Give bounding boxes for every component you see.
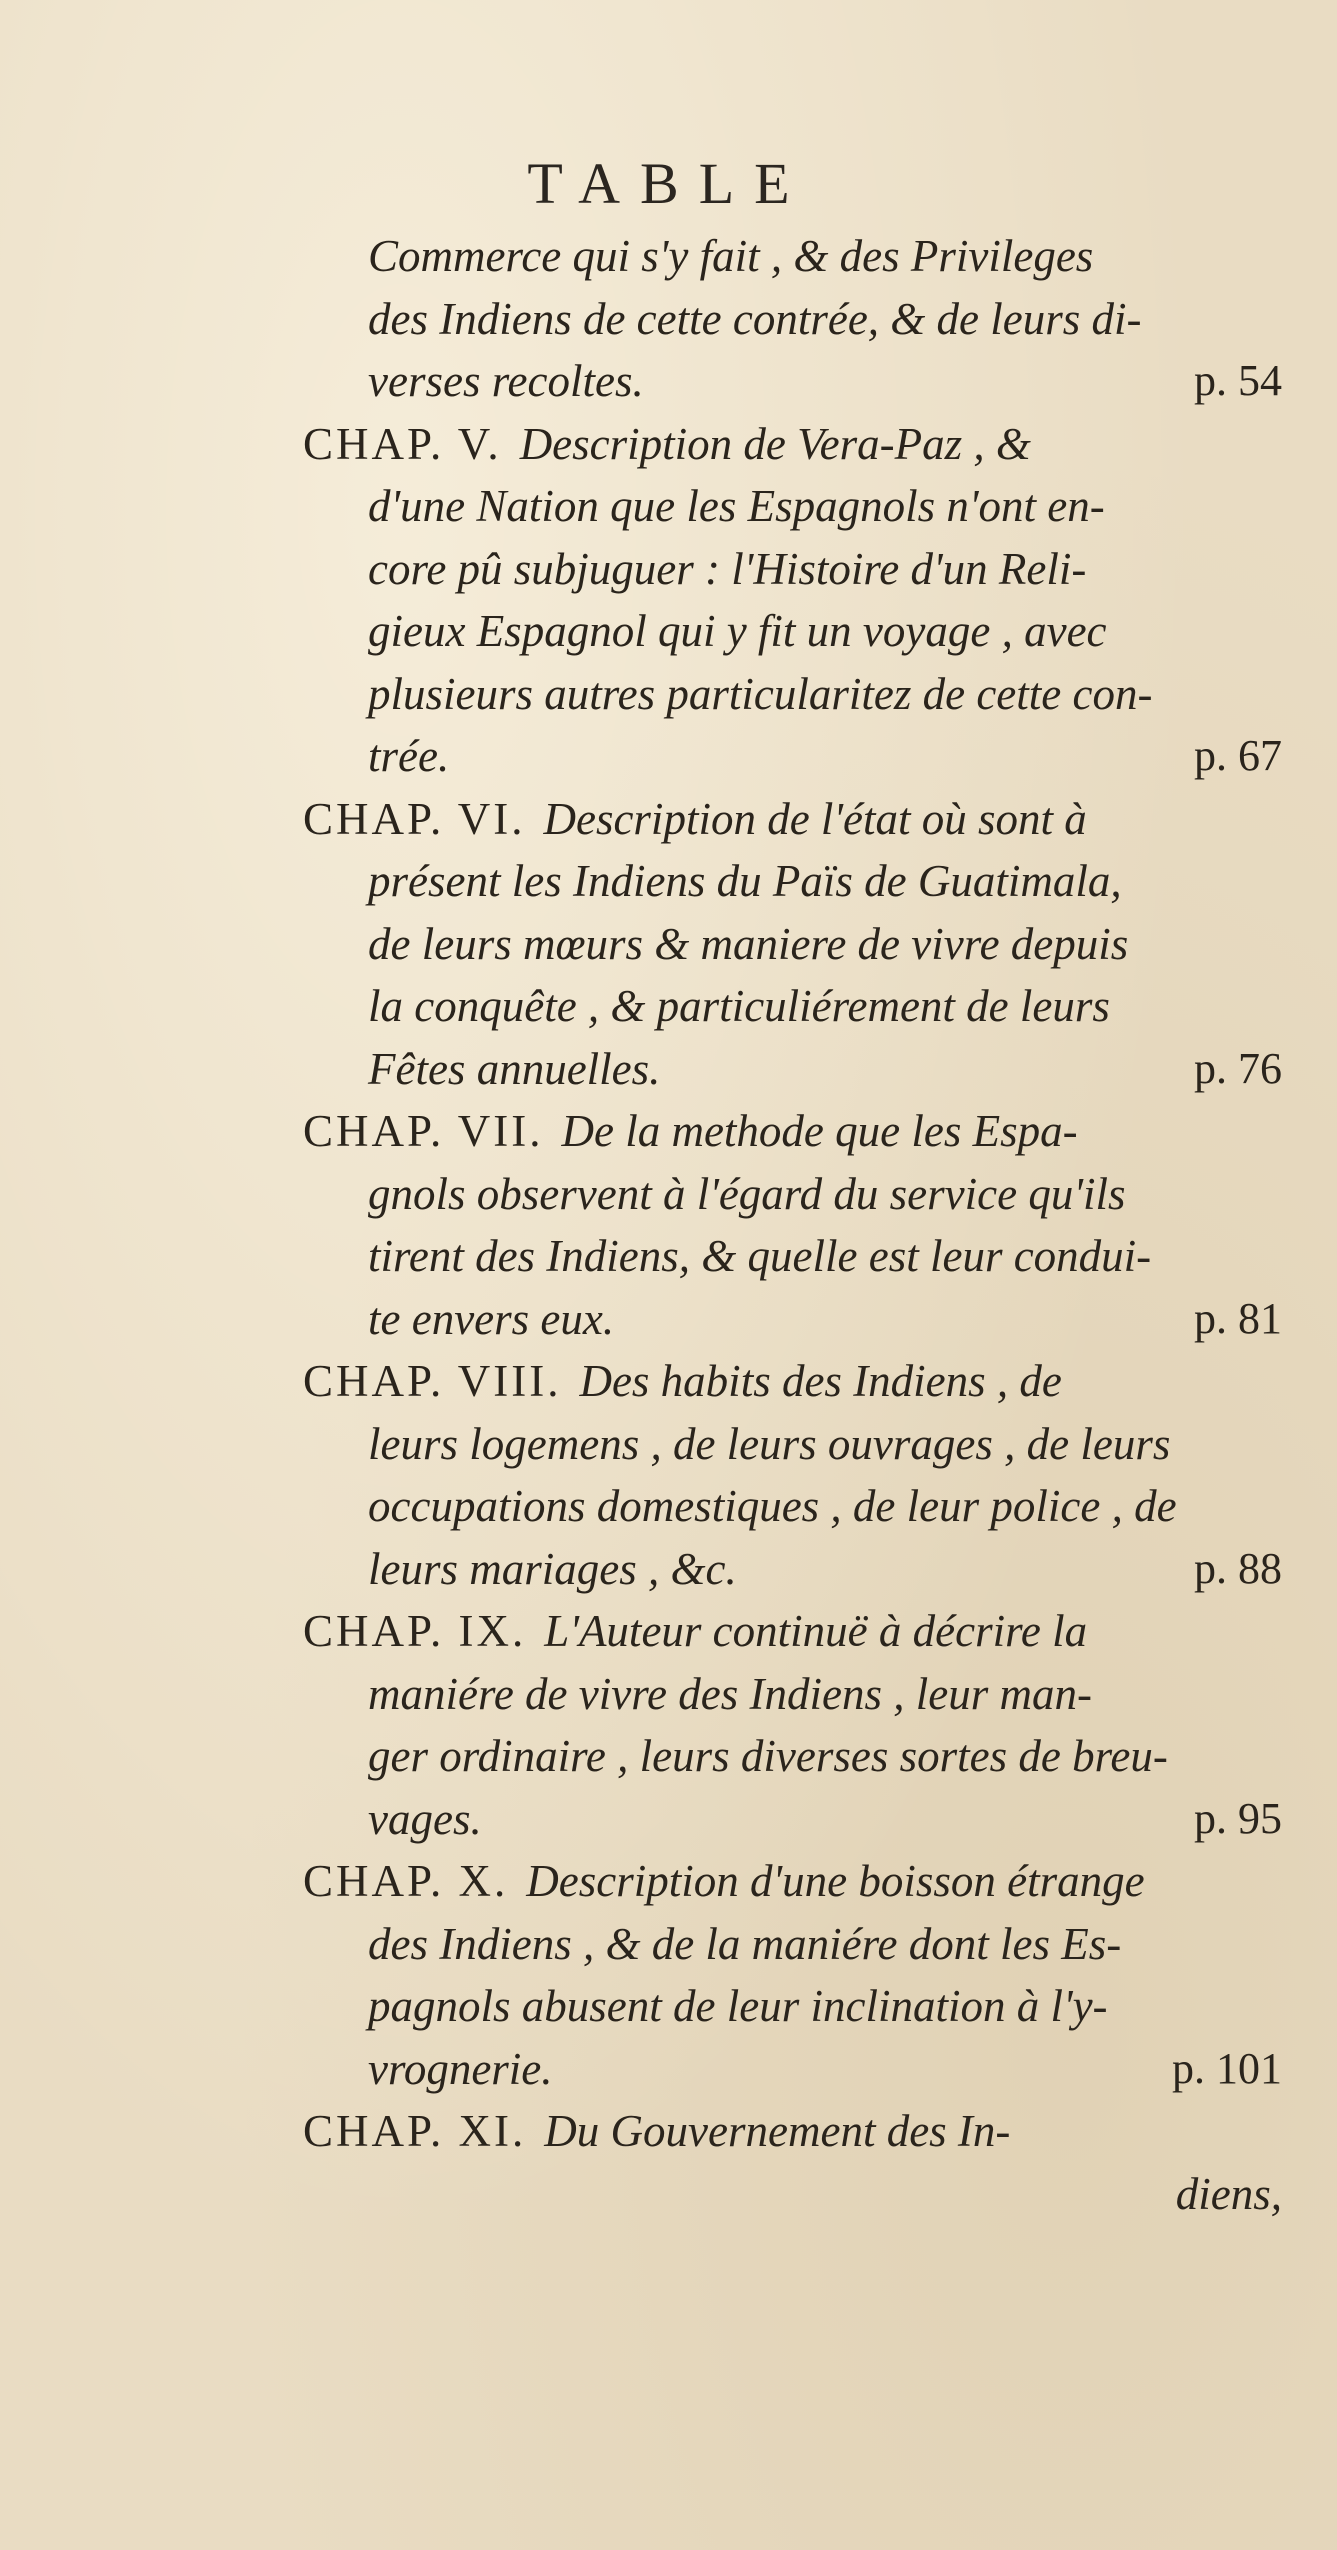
toc-line — [368, 1913, 1282, 1975]
toc-line — [303, 788, 1282, 850]
entry-text: De la methode que les Espa- — [561, 1106, 1078, 1156]
page-number: p. 101 — [1172, 2043, 1282, 2093]
toc-line — [368, 1038, 1282, 1100]
entry-text: d'une Nation que les Espagnols n'ont en- — [368, 481, 1105, 531]
entry-text: te envers eux. — [368, 1293, 615, 1344]
chapter-label: CHAP. X. — [303, 1856, 509, 1906]
toc-line — [303, 2100, 1282, 2162]
entry-text: Description de Vera-Paz , & — [519, 418, 1031, 469]
toc-line — [368, 1538, 1282, 1600]
entry-text: gieux Espagnol qui y fit un voyage , avec — [368, 606, 1107, 656]
toc-line — [303, 1850, 1282, 1912]
entry-text: occupations domestiques , de leur police , de — [368, 1481, 1177, 1531]
toc-line — [368, 350, 1282, 412]
entry-text: vrognerie. — [368, 2043, 553, 2094]
toc-line — [368, 1413, 1282, 1475]
toc-line — [303, 1100, 1282, 1162]
toc-line — [368, 1975, 1282, 2037]
page-number: p. 88 — [1194, 1543, 1282, 1593]
chapter-label: CHAP. VII. — [303, 1106, 544, 1156]
entry-text: maniére de vivre des Indiens , leur man- — [368, 1668, 1092, 1719]
toc-line — [368, 1288, 1282, 1350]
toc-line — [368, 288, 1282, 350]
toc-line — [368, 913, 1282, 975]
entry-text: des Indiens , & de la maniére dont les Es- — [368, 1918, 1122, 1969]
toc-line — [368, 1663, 1282, 1725]
entry-text: gnols observent à l'égard du service qu'ils — [368, 1168, 1126, 1219]
toc-line — [368, 600, 1282, 662]
toc-line — [368, 475, 1282, 537]
toc-line — [368, 1725, 1282, 1787]
chapter-label: CHAP. VIII. — [303, 1356, 562, 1406]
toc-line — [368, 1225, 1282, 1287]
entry-text: présent les Indiens du Païs de Guatimala, — [368, 856, 1122, 906]
toc-line — [303, 1600, 1282, 1662]
chapter-label: CHAP. VI. — [303, 793, 526, 844]
entry-text: Description de l'état où sont à — [543, 793, 1087, 844]
entry-text: leurs logemens , de leurs ouvrages , de leurs — [368, 1418, 1171, 1469]
toc-line — [368, 850, 1282, 912]
entry-text: vages. — [368, 1793, 482, 1844]
running-head: TABLE — [527, 151, 810, 216]
page-number: p. 54 — [1194, 356, 1282, 405]
toc-line — [368, 663, 1282, 725]
entry-text: pagnols abusent de leur inclination à l'y- — [368, 1981, 1108, 2031]
chapter-label: CHAP. V. — [303, 418, 502, 469]
toc-line — [368, 1163, 1282, 1225]
toc-line — [368, 538, 1282, 600]
entry-text: core pû subjuguer : l'Histoire d'un Reli- — [368, 543, 1087, 594]
toc-line — [368, 1788, 1282, 1850]
entry-text: Fêtes annuelles. — [368, 1043, 661, 1094]
toc-line — [368, 1475, 1282, 1537]
entry-text: leurs mariages , &c. — [368, 1543, 737, 1594]
toc-line — [368, 2038, 1282, 2100]
entry-text: trée. — [368, 731, 450, 781]
toc-line — [303, 1350, 1282, 1412]
toc-line — [368, 225, 1282, 287]
entry-text: ger ordinaire , leurs diverses sortes de breu- — [368, 1731, 1168, 1781]
page-number: p. 67 — [1194, 731, 1282, 780]
page-number: p. 81 — [1194, 1293, 1282, 1343]
chapter-label: CHAP. XI. — [303, 2106, 527, 2156]
entry-text: Des habits des Indiens , de — [579, 1356, 1062, 1406]
toc-line — [368, 975, 1282, 1037]
page-number: p. 95 — [1194, 1793, 1282, 1843]
chapter-label: CHAP. IX. — [303, 1606, 527, 1656]
entry-text: Description d'une boisson étrange — [526, 1856, 1145, 1906]
entry-text: verses recoltes. — [368, 356, 644, 406]
entry-text: tirent des Indiens, & quelle est leur condui- — [368, 1231, 1152, 1281]
toc-line — [303, 413, 1282, 475]
catchword: diens, — [1175, 2168, 1282, 2219]
entry-text: L'Auteur continuë à décrire la — [544, 1606, 1088, 1656]
entry-text: Commerce qui s'y fait , & des Privileges — [368, 231, 1094, 281]
entry-text: la conquête , & particuliérement de leurs — [368, 981, 1110, 1031]
entry-text: de leurs mœurs & maniere de vivre depuis — [368, 918, 1129, 969]
entry-text: des Indiens de cette contrée, & de leurs di- — [368, 293, 1142, 344]
page-number: p. 76 — [1194, 1043, 1282, 1093]
entry-text: Du Gouvernement des In- — [544, 2106, 1011, 2156]
entry-text: plusieurs autres particularitez de cette con- — [368, 668, 1153, 719]
toc-line — [368, 725, 1282, 787]
